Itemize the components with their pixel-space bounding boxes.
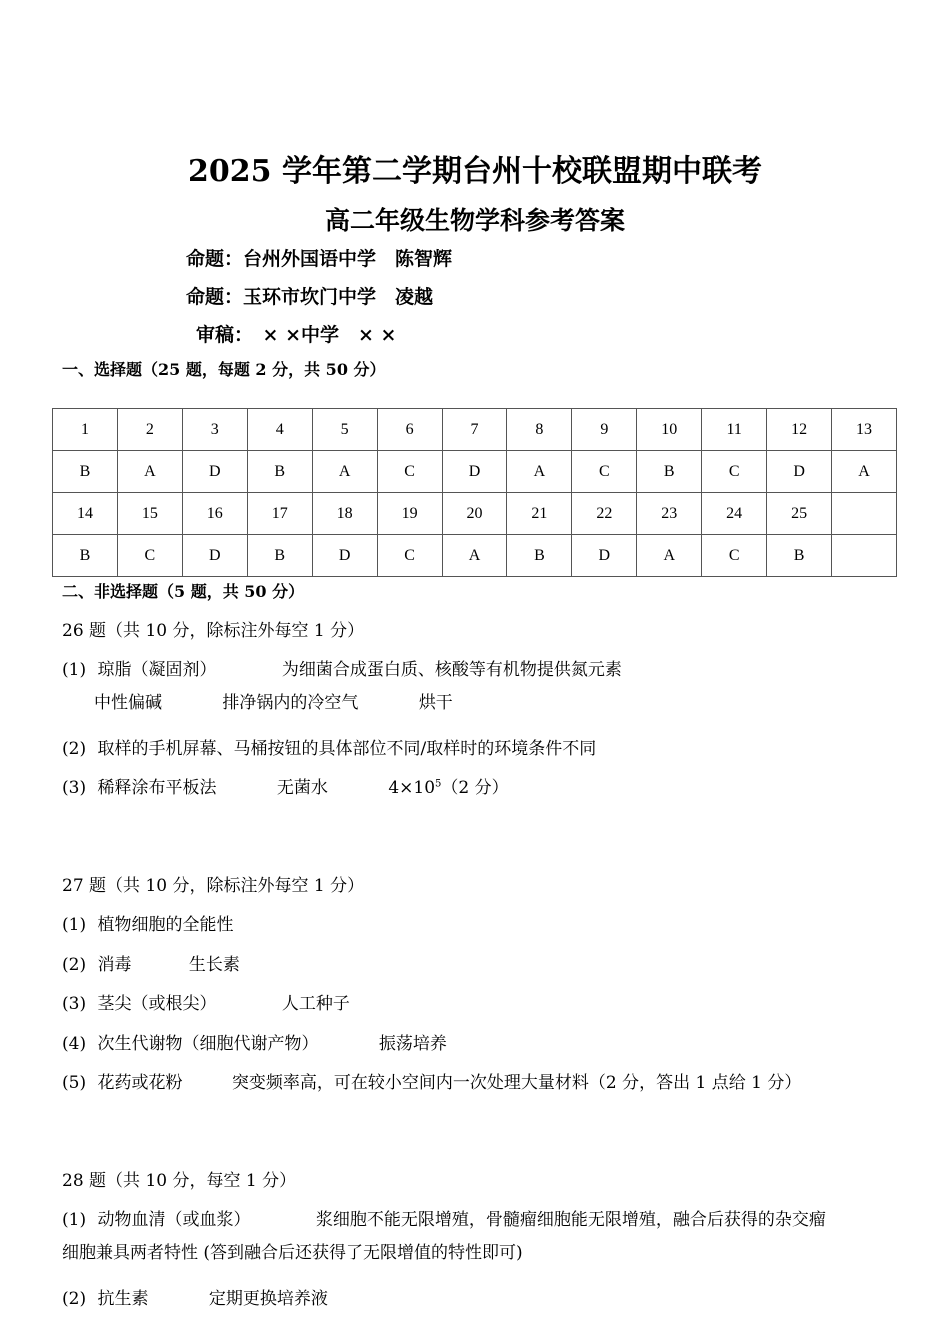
question-number-cell: 24 [702,493,767,535]
q26-title: 26 题（共 10 分，除标注外每空 1 分） [62,621,365,641]
answer-cell: C [702,451,767,493]
answer-cell: B [53,535,118,577]
q28-answer-1-cont: 细胞兼具两者特性 (答到融合后还获得了无限增值的特性即可) [62,1243,523,1263]
q26-answer-1 [62,655,622,680]
answer-cell: B [53,451,118,493]
answer-text: 排净锅内的冷空气 [222,693,359,713]
answer-number: (1) [62,660,87,680]
question-number-row [53,493,897,535]
question-number-cell: 21 [507,493,572,535]
document-title: 2025 学年第二学期台州十校联盟期中联考 [188,154,762,189]
answer-text: 动物血清（或血浆） [97,1210,251,1230]
author-line-2 [186,282,433,309]
question-number-cell: 2 [117,409,182,451]
answer-cell: B [247,535,312,577]
question-number-cell: 7 [442,409,507,451]
question-number-cell: 23 [637,493,702,535]
answer-text: 茎尖（或根尖） [97,994,217,1014]
answer-text: 人工种子 [281,994,350,1014]
answer-text: 振荡培养 [378,1034,447,1054]
answer-number: (1) [62,915,87,935]
reviewer-line [196,320,396,347]
answer-cell: A [507,451,572,493]
answer-text: 琼脂（凝固剂） [97,660,217,680]
question-number-cell [832,493,897,535]
answer-number: (3) [62,778,87,798]
answer-text: 中性偏碱 [94,693,162,713]
question-number-cell: 18 [312,493,377,535]
answer-row [53,451,897,493]
question-number-cell: 20 [442,493,507,535]
answer-cell: B [767,535,832,577]
q28-title: 28 题（共 10 分，每空 1 分） [62,1171,297,1191]
answer-cell: A [832,451,897,493]
question-number-cell: 13 [832,409,897,451]
answer-cell: D [572,535,637,577]
answer-text: 花药或花粉 [97,1073,183,1093]
q26-answer-2 [62,734,596,759]
q27-answer-2 [62,950,240,975]
question-number-cell: 10 [637,409,702,451]
answer-cell: B [637,451,702,493]
question-number-cell: 5 [312,409,377,451]
answer-text: 取样的手机屏幕、马桶按钮的具体部位不同/取样时的环境条件不同 [97,739,597,759]
answer-text: 突变频率高，可在较小空间内一次处理大量材料（2 分，答出 1 点给 1 分） [231,1073,802,1093]
question-number-cell: 6 [377,409,442,451]
answer-cell: D [767,451,832,493]
answer-number: (2) [62,739,87,759]
answer-cell: A [117,451,182,493]
answer-text: 抗生素 [97,1289,149,1309]
answer-cell: C [117,535,182,577]
question-number-cell: 16 [182,493,247,535]
answer-number: (5) [62,1073,87,1093]
answer-cell: B [507,535,572,577]
question-number-cell: 22 [572,493,637,535]
question-number-cell: 9 [572,409,637,451]
question-number-cell: 12 [767,409,832,451]
question-number-cell: 15 [117,493,182,535]
answer-number: (2) [62,955,87,975]
answer-text: 无菌水 [276,778,328,798]
answer-cell: C [377,535,442,577]
answer-number: (4) [62,1034,87,1054]
q27-answer-4 [62,1029,447,1054]
q28-answer-1 [62,1205,826,1230]
answer-cell [832,535,897,577]
question-number-cell: 19 [377,493,442,535]
author-line-1 [186,244,452,271]
question-number-cell: 4 [247,409,312,451]
reviewer-text: × ×中学 × × [262,324,397,346]
document-subtitle: 高二年级生物学科参考答案 [324,206,625,235]
answer-cell: D [312,535,377,577]
answer-cell: C [702,535,767,577]
answer-text: 定期更换培养液 [208,1289,328,1309]
answer-cell: A [442,535,507,577]
answer-cell: A [312,451,377,493]
answer-cell: D [182,535,247,577]
section2-heading: 二、非选择题（5 题，共 50 分） [62,582,305,601]
answer-cell: D [182,451,247,493]
reviewer-label: 审稿： [196,324,244,346]
question-number-cell: 25 [767,493,832,535]
answer-cell: B [247,451,312,493]
q26-answer-1-cont [94,688,453,713]
answer-text: 次生代谢物（细胞代谢产物） [97,1034,319,1054]
answer-exponent: 5 [435,778,442,790]
author-text: 玉环市坎门中学 凌越 [243,286,434,308]
answer-text: 消毒 [97,955,132,975]
q28-answer-2 [62,1284,328,1309]
answer-number: (2) [62,1289,87,1309]
question-number-cell: 8 [507,409,572,451]
answer-number: (3) [62,994,87,1014]
answer-text: 浆细胞不能无限增殖，骨髓瘤细胞能无限增殖，融合后获得的杂交瘤 [315,1210,826,1230]
answer-table [52,408,897,577]
answer-value: 4×10 [388,778,436,798]
section1-heading: 一、选择题（25 题，每题 2 分，共 50 分） [62,360,386,379]
q27-answer-5 [62,1068,801,1093]
question-number-cell: 17 [247,493,312,535]
author-label: 命题： [186,248,244,270]
question-number-row [53,409,897,451]
q27-answer-1 [62,910,234,935]
author-label: 命题： [186,286,244,308]
answer-cell: A [637,535,702,577]
question-number-cell: 14 [53,493,118,535]
answer-text: 为细菌合成蛋白质、核酸等有机物提供氮元素 [281,660,622,680]
question-number-cell: 11 [702,409,767,451]
answer-text [388,778,508,798]
answer-text: 稀释涂布平板法 [97,778,217,798]
answer-cell: C [572,451,637,493]
question-number-cell: 1 [53,409,118,451]
answer-row [53,535,897,577]
answer-number: (1) [62,1210,87,1230]
answer-cell: D [442,451,507,493]
answer-text: 生长素 [188,955,240,975]
q27-title: 27 题（共 10 分，除标注外每空 1 分） [62,876,365,896]
answer-note: （2 分） [441,778,509,798]
q26-answer-3 [62,773,509,798]
answer-text: 植物细胞的全能性 [97,915,234,935]
q27-answer-3 [62,989,350,1014]
answer-cell: C [377,451,442,493]
question-number-cell: 3 [182,409,247,451]
answer-text: 烘干 [418,693,453,713]
author-text: 台州外国语中学 陈智辉 [243,248,453,270]
